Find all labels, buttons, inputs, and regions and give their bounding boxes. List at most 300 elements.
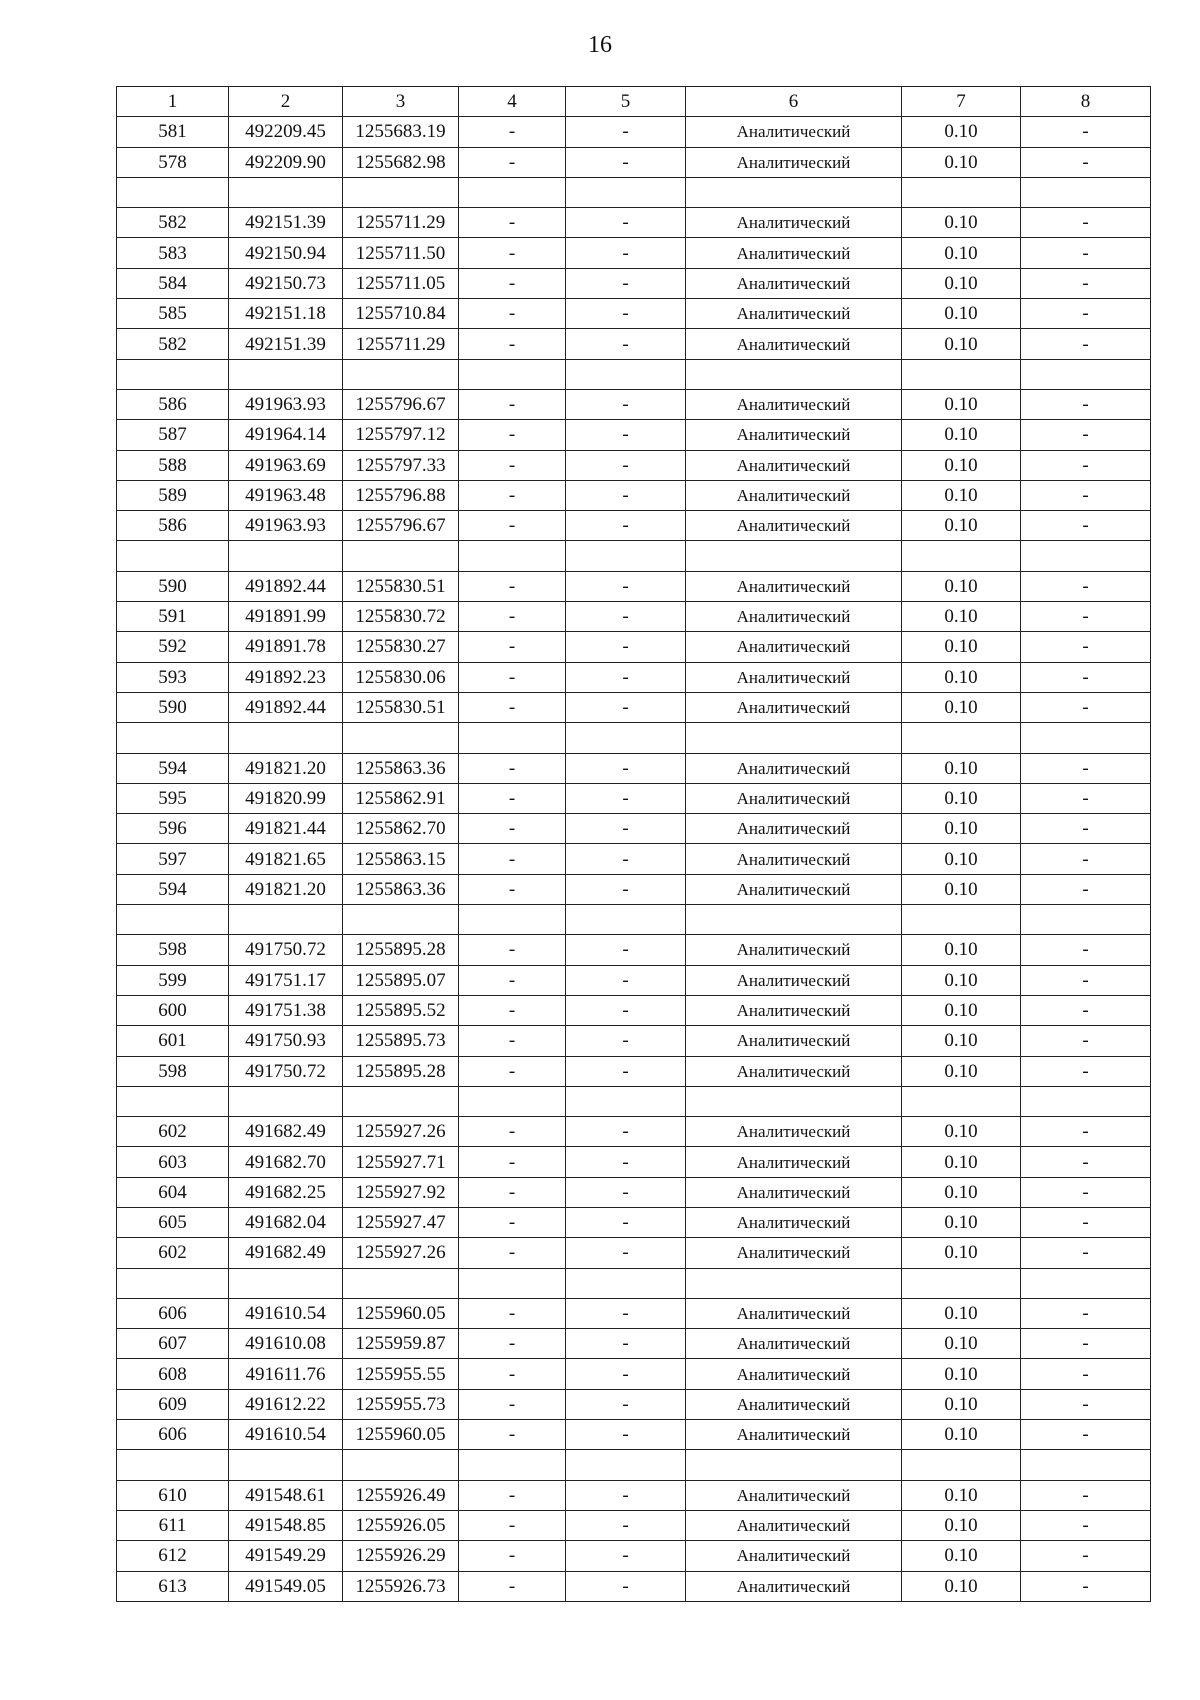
table-cell: 1255926.29 <box>343 1541 459 1571</box>
table-cell: 491750.93 <box>229 1026 343 1056</box>
table-cell: 1255862.70 <box>343 814 459 844</box>
table-row <box>117 571 1151 601</box>
table-row <box>117 1480 1151 1510</box>
table-cell: Аналитический <box>686 1480 902 1510</box>
table-cell: 491750.72 <box>229 935 343 965</box>
table-cell: - <box>459 1510 566 1540</box>
table-cell: - <box>1021 1541 1151 1571</box>
table-cell: 0.10 <box>902 511 1021 541</box>
table-cell: 491682.49 <box>229 1238 343 1268</box>
table-row <box>117 874 1151 904</box>
empty-cell <box>343 177 459 207</box>
table-cell: 585 <box>117 299 229 329</box>
table-cell: Аналитический <box>686 147 902 177</box>
table-row <box>117 1026 1151 1056</box>
column-header: 6 <box>686 87 902 117</box>
table-cell: 491821.20 <box>229 874 343 904</box>
table-cell: - <box>566 1056 686 1086</box>
table-cell: 491610.54 <box>229 1420 343 1450</box>
table-cell: - <box>1021 874 1151 904</box>
empty-cell <box>566 1086 686 1116</box>
table-cell: - <box>459 238 566 268</box>
table-cell: - <box>1021 632 1151 662</box>
table-cell: - <box>1021 147 1151 177</box>
separator-row <box>117 723 1151 753</box>
table-row <box>117 147 1151 177</box>
table-cell: 1255927.26 <box>343 1238 459 1268</box>
empty-cell <box>566 1450 686 1480</box>
table-cell: 491751.17 <box>229 965 343 995</box>
empty-cell <box>902 1450 1021 1480</box>
table-cell: Аналитический <box>686 208 902 238</box>
table-cell: - <box>459 1420 566 1450</box>
table-cell: Аналитический <box>686 1329 902 1359</box>
table-cell: - <box>459 329 566 359</box>
table-cell: 600 <box>117 995 229 1025</box>
table-cell: Аналитический <box>686 602 902 632</box>
table-cell: - <box>566 450 686 480</box>
table-cell: 582 <box>117 329 229 359</box>
table-cell: 1255960.05 <box>343 1298 459 1328</box>
table-cell: 590 <box>117 692 229 722</box>
separator-row <box>117 359 1151 389</box>
table-cell: - <box>1021 329 1151 359</box>
empty-cell <box>117 1268 229 1298</box>
table-cell: 603 <box>117 1147 229 1177</box>
table-cell: 0.10 <box>902 480 1021 510</box>
table-cell: 1255683.19 <box>343 117 459 147</box>
table-cell: 491892.23 <box>229 662 343 692</box>
table-cell: 1255895.28 <box>343 1056 459 1086</box>
table-cell: - <box>459 117 566 147</box>
table-cell: Аналитический <box>686 1541 902 1571</box>
table-cell: 492150.73 <box>229 268 343 298</box>
table-cell: Аналитический <box>686 1056 902 1086</box>
table-cell: Аналитический <box>686 571 902 601</box>
table-cell: 0.10 <box>902 268 1021 298</box>
table-cell: - <box>459 1329 566 1359</box>
table-cell: - <box>459 753 566 783</box>
table-cell: 1255955.73 <box>343 1389 459 1419</box>
table-row <box>117 814 1151 844</box>
table-cell: - <box>459 1238 566 1268</box>
table-cell: 0.10 <box>902 602 1021 632</box>
table-cell: 589 <box>117 480 229 510</box>
table-cell: Аналитический <box>686 874 902 904</box>
column-header: 4 <box>459 87 566 117</box>
table-cell: - <box>459 662 566 692</box>
table-cell: 491891.99 <box>229 602 343 632</box>
table-cell: 0.10 <box>902 1359 1021 1389</box>
table-cell: 0.10 <box>902 117 1021 147</box>
table-cell: 0.10 <box>902 1147 1021 1177</box>
column-header: 1 <box>117 87 229 117</box>
table-cell: 491892.44 <box>229 692 343 722</box>
table-row <box>117 1541 1151 1571</box>
table-cell: 491963.69 <box>229 450 343 480</box>
table-cell: Аналитический <box>686 420 902 450</box>
table-cell: 1255682.98 <box>343 147 459 177</box>
separator-row <box>117 1086 1151 1116</box>
table-cell: 0.10 <box>902 935 1021 965</box>
table-row <box>117 844 1151 874</box>
table-cell: - <box>1021 1117 1151 1147</box>
table-cell: - <box>1021 1329 1151 1359</box>
table-cell: Аналитический <box>686 511 902 541</box>
empty-cell <box>459 177 566 207</box>
table-cell: - <box>459 1571 566 1601</box>
empty-cell <box>902 359 1021 389</box>
table-cell: - <box>1021 238 1151 268</box>
table-cell: 491963.93 <box>229 511 343 541</box>
table-cell: - <box>1021 1510 1151 1540</box>
table-row <box>117 1298 1151 1328</box>
empty-cell <box>1021 1450 1151 1480</box>
table-cell: 0.10 <box>902 299 1021 329</box>
table-cell: 491549.05 <box>229 1571 343 1601</box>
table-cell: Аналитический <box>686 389 902 419</box>
empty-cell <box>686 359 902 389</box>
table-cell: - <box>1021 1420 1151 1450</box>
empty-cell <box>229 1086 343 1116</box>
table-cell: Аналитический <box>686 783 902 813</box>
table-cell: 1255927.71 <box>343 1147 459 1177</box>
table-cell: Аналитический <box>686 965 902 995</box>
table-cell: 0.10 <box>902 753 1021 783</box>
table-cell: 598 <box>117 935 229 965</box>
table-cell: - <box>459 420 566 450</box>
coordinates-table <box>116 86 1151 1602</box>
table-cell: - <box>1021 480 1151 510</box>
table-cell: 0.10 <box>902 692 1021 722</box>
table-cell: - <box>566 117 686 147</box>
separator-row <box>117 1450 1151 1480</box>
empty-cell <box>229 1268 343 1298</box>
table-cell: 491891.78 <box>229 632 343 662</box>
table-row <box>117 238 1151 268</box>
table-cell: - <box>1021 1389 1151 1419</box>
table-cell: 0.10 <box>902 1480 1021 1510</box>
table-cell: 596 <box>117 814 229 844</box>
empty-cell <box>686 1268 902 1298</box>
table-cell: 491682.25 <box>229 1177 343 1207</box>
empty-cell <box>459 541 566 571</box>
table-cell: - <box>566 602 686 632</box>
empty-cell <box>229 1450 343 1480</box>
table-cell: - <box>1021 208 1151 238</box>
table-cell: 0.10 <box>902 450 1021 480</box>
table-cell: - <box>566 814 686 844</box>
table-cell: - <box>1021 1571 1151 1601</box>
table-cell: - <box>566 147 686 177</box>
table-cell: 1255960.05 <box>343 1420 459 1450</box>
table-cell: - <box>566 389 686 419</box>
table-cell: 578 <box>117 147 229 177</box>
table-cell: - <box>566 662 686 692</box>
empty-cell <box>902 1268 1021 1298</box>
table-cell: - <box>459 844 566 874</box>
table-cell: - <box>1021 420 1151 450</box>
table-cell: 588 <box>117 450 229 480</box>
separator-row <box>117 177 1151 207</box>
table-cell: - <box>459 511 566 541</box>
table-cell: - <box>566 329 686 359</box>
table-cell: 1255796.67 <box>343 511 459 541</box>
table-cell: Аналитический <box>686 753 902 783</box>
table-row <box>117 783 1151 813</box>
table-cell: 1255711.29 <box>343 208 459 238</box>
table-cell: 593 <box>117 662 229 692</box>
table-cell: 1255796.88 <box>343 480 459 510</box>
table-cell: 608 <box>117 1359 229 1389</box>
empty-cell <box>343 905 459 935</box>
table-cell: 1255926.05 <box>343 1510 459 1540</box>
separator-row <box>117 541 1151 571</box>
empty-cell <box>229 177 343 207</box>
table-cell: Аналитический <box>686 329 902 359</box>
table-cell: 586 <box>117 389 229 419</box>
table-cell: 587 <box>117 420 229 450</box>
empty-cell <box>117 359 229 389</box>
empty-cell <box>117 1450 229 1480</box>
table-cell: 491820.99 <box>229 783 343 813</box>
table-cell: - <box>566 844 686 874</box>
empty-cell <box>1021 723 1151 753</box>
table-cell: - <box>1021 389 1151 419</box>
table-cell: Аналитический <box>686 632 902 662</box>
table-row <box>117 1329 1151 1359</box>
empty-cell <box>566 1268 686 1298</box>
table-cell: Аналитический <box>686 1389 902 1419</box>
table-cell: - <box>566 965 686 995</box>
table-cell: 604 <box>117 1177 229 1207</box>
table-cell: - <box>566 1026 686 1056</box>
table-cell: 1255863.15 <box>343 844 459 874</box>
table-row <box>117 420 1151 450</box>
table-cell: 1255959.87 <box>343 1329 459 1359</box>
empty-cell <box>343 359 459 389</box>
table-row <box>117 965 1151 995</box>
table-cell: 1255863.36 <box>343 753 459 783</box>
table-cell: Аналитический <box>686 844 902 874</box>
table-cell: 491821.65 <box>229 844 343 874</box>
table-cell: 0.10 <box>902 389 1021 419</box>
table-cell: - <box>1021 692 1151 722</box>
table-cell: - <box>1021 511 1151 541</box>
table-cell: 1255863.36 <box>343 874 459 904</box>
table-cell: 1255862.91 <box>343 783 459 813</box>
table-cell: Аналитический <box>686 1298 902 1328</box>
table-cell: 0.10 <box>902 329 1021 359</box>
table-cell: - <box>1021 117 1151 147</box>
table-cell: Аналитический <box>686 238 902 268</box>
empty-cell <box>686 541 902 571</box>
empty-cell <box>566 359 686 389</box>
table-cell: - <box>1021 783 1151 813</box>
table-cell: 492209.90 <box>229 147 343 177</box>
column-header: 5 <box>566 87 686 117</box>
table-cell: Аналитический <box>686 692 902 722</box>
table-cell: - <box>459 995 566 1025</box>
empty-cell <box>459 1450 566 1480</box>
table-cell: - <box>1021 602 1151 632</box>
table-cell: 0.10 <box>902 1298 1021 1328</box>
table-cell: 0.10 <box>902 147 1021 177</box>
table-row <box>117 511 1151 541</box>
table-row <box>117 1420 1151 1450</box>
table-cell: - <box>566 1177 686 1207</box>
table-cell: Аналитический <box>686 662 902 692</box>
table-header-row <box>117 87 1151 117</box>
empty-cell <box>117 1086 229 1116</box>
table-cell: 1255926.73 <box>343 1571 459 1601</box>
table-cell: - <box>566 1389 686 1419</box>
empty-cell <box>117 723 229 753</box>
table-cell: 612 <box>117 1541 229 1571</box>
table-row <box>117 450 1151 480</box>
table-cell: 491548.61 <box>229 1480 343 1510</box>
table-row <box>117 299 1151 329</box>
table-cell: - <box>459 602 566 632</box>
separator-row <box>117 905 1151 935</box>
table-cell: - <box>459 480 566 510</box>
table-cell: 491682.49 <box>229 1117 343 1147</box>
table-cell: - <box>459 147 566 177</box>
empty-cell <box>566 541 686 571</box>
empty-cell <box>229 723 343 753</box>
table-row <box>117 1389 1151 1419</box>
table-row <box>117 1207 1151 1237</box>
table-cell: Аналитический <box>686 450 902 480</box>
table-cell: 0.10 <box>902 420 1021 450</box>
empty-cell <box>1021 541 1151 571</box>
table-cell: 491821.20 <box>229 753 343 783</box>
table-cell: 605 <box>117 1207 229 1237</box>
empty-cell <box>229 359 343 389</box>
empty-cell <box>459 1086 566 1116</box>
table-cell: - <box>566 632 686 662</box>
empty-cell <box>1021 1086 1151 1116</box>
table-cell: - <box>459 1177 566 1207</box>
table-cell: 0.10 <box>902 965 1021 995</box>
table-row <box>117 995 1151 1025</box>
table-cell: - <box>459 1298 566 1328</box>
table-cell: 491892.44 <box>229 571 343 601</box>
table-row <box>117 662 1151 692</box>
table-cell: - <box>566 420 686 450</box>
table-cell: Аналитический <box>686 1207 902 1237</box>
table-cell: - <box>1021 1177 1151 1207</box>
table-cell: 1255830.27 <box>343 632 459 662</box>
table-cell: 1255830.51 <box>343 571 459 601</box>
empty-cell <box>229 541 343 571</box>
table-row <box>117 268 1151 298</box>
table-cell: 606 <box>117 1298 229 1328</box>
table-cell: 1255895.73 <box>343 1026 459 1056</box>
table-cell: 0.10 <box>902 1026 1021 1056</box>
table-cell: 491612.22 <box>229 1389 343 1419</box>
table-cell: 491611.76 <box>229 1359 343 1389</box>
table-row <box>117 935 1151 965</box>
table-cell: - <box>459 268 566 298</box>
table-cell: 0.10 <box>902 1177 1021 1207</box>
table-cell: 602 <box>117 1117 229 1147</box>
table-cell: 0.10 <box>902 208 1021 238</box>
empty-cell <box>343 1268 459 1298</box>
table-cell: 492151.39 <box>229 329 343 359</box>
table-cell: - <box>459 1056 566 1086</box>
table-cell: 0.10 <box>902 662 1021 692</box>
table-cell: Аналитический <box>686 268 902 298</box>
table-cell: 492151.18 <box>229 299 343 329</box>
table-cell: - <box>459 389 566 419</box>
table-cell: - <box>566 1238 686 1268</box>
table-cell: 491751.38 <box>229 995 343 1025</box>
empty-cell <box>902 541 1021 571</box>
table-cell: - <box>459 1541 566 1571</box>
table-cell: - <box>566 299 686 329</box>
table-cell: - <box>566 753 686 783</box>
table-row <box>117 1056 1151 1086</box>
table-cell: - <box>566 995 686 1025</box>
table-row <box>117 329 1151 359</box>
table-cell: 0.10 <box>902 1207 1021 1237</box>
table-cell: 1255895.52 <box>343 995 459 1025</box>
empty-cell <box>686 1086 902 1116</box>
table-cell: - <box>1021 450 1151 480</box>
table-cell: - <box>1021 1056 1151 1086</box>
table-cell: 491682.04 <box>229 1207 343 1237</box>
table-cell: Аналитический <box>686 1359 902 1389</box>
table-cell: 491682.70 <box>229 1147 343 1177</box>
table-cell: - <box>566 692 686 722</box>
table-cell: Аналитический <box>686 1177 902 1207</box>
table-cell: Аналитический <box>686 1117 902 1147</box>
table-cell: - <box>459 965 566 995</box>
table-cell: 613 <box>117 1571 229 1601</box>
table-cell: 1255955.55 <box>343 1359 459 1389</box>
table-cell: - <box>459 571 566 601</box>
table-cell: - <box>1021 662 1151 692</box>
table-cell: 591 <box>117 602 229 632</box>
table-cell: 586 <box>117 511 229 541</box>
table-cell: 1255926.49 <box>343 1480 459 1510</box>
table-cell: 582 <box>117 208 229 238</box>
table-cell: - <box>1021 814 1151 844</box>
table-row <box>117 480 1151 510</box>
table-cell: Аналитический <box>686 995 902 1025</box>
table-cell: - <box>459 783 566 813</box>
table-cell: 602 <box>117 1238 229 1268</box>
table-cell: - <box>459 208 566 238</box>
table-cell: - <box>459 1117 566 1147</box>
table-cell: - <box>1021 1359 1151 1389</box>
table-cell: - <box>566 1359 686 1389</box>
table-cell: - <box>1021 1298 1151 1328</box>
table-cell: 0.10 <box>902 571 1021 601</box>
table-cell: 1255830.06 <box>343 662 459 692</box>
table-cell: 491548.85 <box>229 1510 343 1540</box>
column-header: 7 <box>902 87 1021 117</box>
table-row <box>117 389 1151 419</box>
table-row <box>117 1359 1151 1389</box>
table-cell: 0.10 <box>902 1117 1021 1147</box>
table-cell: 594 <box>117 874 229 904</box>
table-cell: Аналитический <box>686 1147 902 1177</box>
table-cell: Аналитический <box>686 814 902 844</box>
empty-cell <box>459 723 566 753</box>
table-row <box>117 1147 1151 1177</box>
